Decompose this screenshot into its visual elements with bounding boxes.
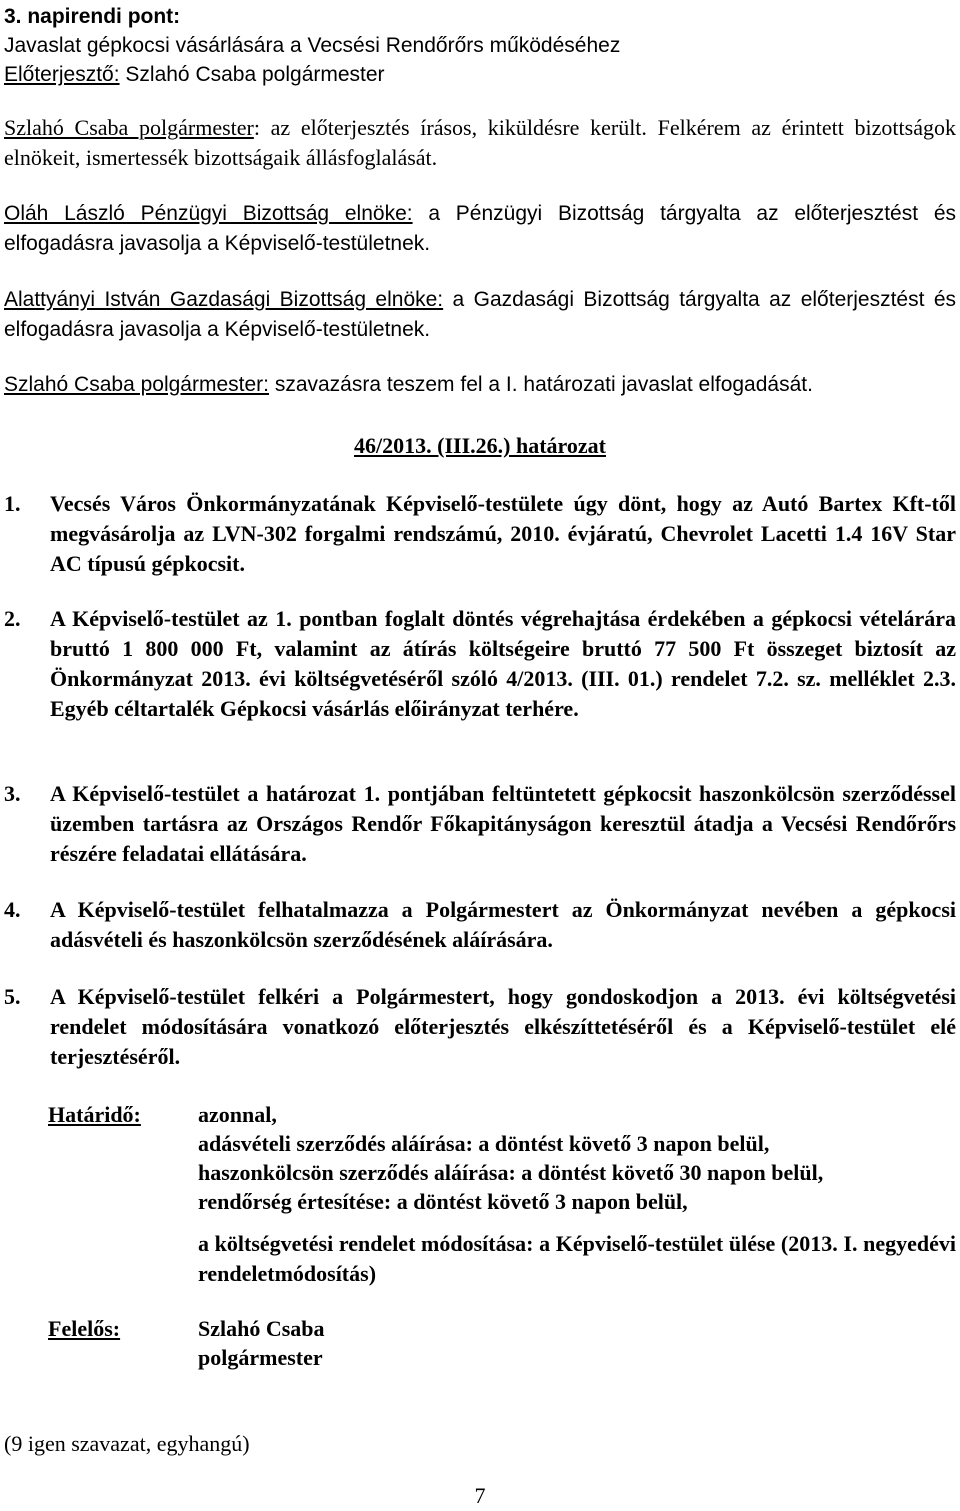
presenter-label: Előterjesztő:: [4, 63, 120, 86]
deadline-line: azonnal,: [198, 1102, 277, 1127]
paragraph-text: a Gazdasági Bizottság tárgyalta az előterjesztést és elfogadásra javasolja a Képviselő-testületnek.: [4, 288, 957, 341]
deadline-label: Határidő:: [48, 1102, 141, 1127]
item-text: A Képviselő-testület a határozat 1. pontjában feltüntetett gépkocsit haszonkölcsön szerződéssel üzemben tartásra az Országos Rendőr Főkapitányságon keresztül átadja a Vecsési Rendőrőrs részére feladatai ellátására.: [50, 781, 956, 866]
paragraph-economic-committee: [4, 285, 956, 345]
deadline-line: adásvételi szerződés aláírása: a döntést követő 3 napon belül,: [198, 1131, 770, 1156]
vote-result: (9 igen szavazat, egyhangú): [4, 1431, 250, 1456]
item-number: 5.: [4, 984, 21, 1009]
paragraph-mayor-intro: Szlahó Csaba polgármester: az előterjesztés írásos, kiküldésre került. Felkérem az érintett bizottságok elnökeit, ismertessék bizottságaik állásfoglalását.: [4, 115, 956, 170]
deadline-budget-line: a költségvetési rendelet módosítása: a Képviselő-testület ülése (2013. I. negyedévi rendeletmódosítás): [198, 1231, 956, 1286]
item-text: A Képviselő-testület felhatalmazza a Polgármestert az Önkormányzat nevében a gépkocsi adásvételi és haszonkölcsön szerződésének aláírására.: [50, 897, 956, 952]
resolution-item: [4, 779, 956, 869]
speaker-name: Szlahó Csaba polgármester: [4, 115, 254, 140]
item-number: 2.: [4, 606, 21, 631]
resolution-item: [4, 489, 956, 579]
paragraph-finance-committee: [4, 199, 956, 259]
item-number: 1.: [4, 491, 21, 516]
speaker-name: Alattyányi István Gazdasági Bizottság elnöke:: [4, 288, 444, 311]
responsible-name: Szlahó Csaba: [198, 1316, 325, 1341]
speaker-name: Szlahó Csaba polgármester:: [4, 373, 269, 396]
agenda-item-title: 3. napirendi pont:: [4, 5, 181, 28]
item-text: Vecsés Város Önkormányzatának Képviselő-testülete úgy dönt, hogy az Autó Bartex Kft-től megvásárolja az LVN-302 forgalmi rendszámú, 2010. évjáratú, Chevrolet Lacetti 1.4 16V Star AC típusú gépkocsit.: [50, 491, 956, 576]
resolution-item: [4, 895, 956, 955]
item-number: 4.: [4, 897, 21, 922]
paragraph-text: az előterjesztés írásos, kiküldésre került. Felkérem az érintett bizottságok elnökeit, ismertessék bizottságaik állásfoglalását.: [4, 115, 956, 170]
resolution-item: [4, 982, 956, 1072]
presenter-name: Szlahó Csaba polgármester: [125, 63, 385, 86]
resolution-title: 46/2013. (III.26.) határozat: [354, 433, 606, 458]
paragraph-text: szavazásra teszem fel a I. határozati javaslat elfogadását.: [268, 373, 813, 396]
paragraph-text: a Pénzügyi Bizottság tárgyalta az előterjesztést és elfogadásra javasolja a Képviselő-testületnek.: [4, 202, 956, 255]
responsible-title: polgármester: [198, 1345, 323, 1370]
resolution-item: [4, 604, 956, 724]
deadline-line: haszonkölcsön szerződés aláírása: a döntést követő 30 napon belül,: [198, 1160, 824, 1185]
item-text: A Képviselő-testület felkéri a Polgármestert, hogy gondoskodjon a 2013. évi költségvetési rendelet módosítására vonatkozó előterjesztés elkészíttetéséről és a Képviselő-testület elé terjesztéséről.: [50, 984, 956, 1069]
paragraph-vote-call: [4, 370, 956, 400]
agenda-subject: Javaslat gépkocsi vásárlására a Vecsési Rendőrőrs működéséhez: [4, 34, 621, 57]
item-number: 3.: [4, 781, 21, 806]
speaker-name: Oláh László Pénzügyi Bizottság elnöke:: [4, 202, 413, 225]
presenter-line: [4, 60, 385, 90]
page-number: 7: [474, 1483, 486, 1508]
item-text: A Képviselő-testület az 1. pontban foglalt döntés végrehajtása érdekében a gépkocsi vételárára bruttó 1 800 000 Ft, valamint az átírás költségeire bruttó 77 500 Ft összeget biztosít az Önkormányzat 2013. évi költségvetéséről szóló 4/2013. (III. 01.) rendelet 7.2. sz. melléklet 2.3. Egyéb céltartalék Gépkocsi vásárlás előirányzat terhére.: [50, 606, 956, 721]
responsible-label: Felelős:: [48, 1316, 121, 1341]
deadline-line: rendőrség értesítése: a döntést követő 3 napon belül,: [198, 1189, 688, 1214]
